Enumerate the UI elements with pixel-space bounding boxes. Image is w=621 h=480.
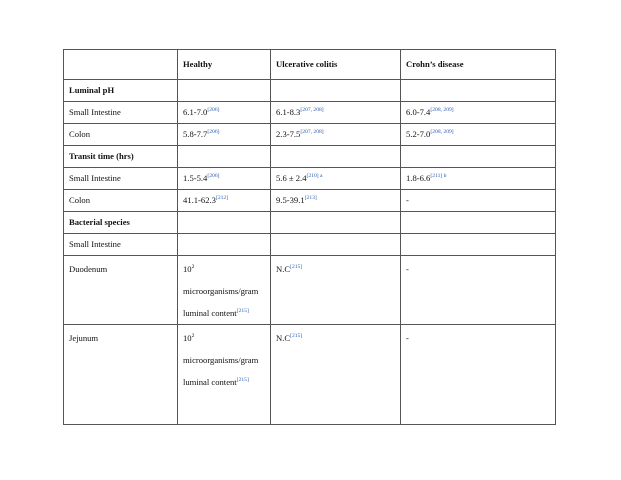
table-row xyxy=(64,234,556,256)
section-transit-time: Transit time (hrs) xyxy=(64,146,178,168)
section-bacterial-species: Bacterial species xyxy=(64,212,178,234)
row-label: Small Intestine xyxy=(64,168,178,190)
row-label: Colon xyxy=(64,124,178,146)
cell-healthy: 5.8-7.7[206] xyxy=(178,124,271,146)
cell-cd: - xyxy=(401,325,556,425)
cell-cd: 6.0-7.4[208, 209] xyxy=(401,102,556,124)
citation[interactable]: [206] xyxy=(207,129,220,136)
data-table xyxy=(63,49,556,425)
row-label: Colon xyxy=(64,190,178,212)
citation[interactable]: [208, 209] xyxy=(430,107,454,114)
header-cell-ulcerative-colitis: Ulcerative colitis xyxy=(271,50,401,80)
citation[interactable]: [208, 209] xyxy=(430,129,454,136)
citation[interactable]: [207, 208] xyxy=(300,129,324,136)
citation[interactable]: [206] xyxy=(207,107,220,114)
table-row xyxy=(64,102,556,124)
cell-uc: N.C[215] xyxy=(271,325,401,425)
citation[interactable]: [213] xyxy=(304,195,317,202)
cell-healthy: 1.5-5.4[206] xyxy=(178,168,271,190)
row-label: Small Intestine xyxy=(64,102,178,124)
cell-uc: 6.1-8.3[207, 208] xyxy=(271,102,401,124)
table-row xyxy=(64,190,556,212)
cell-healthy: $10^2$ microorganisms/gram luminal content[215] xyxy=(178,325,271,425)
cell-uc: 2.3-7.5[207, 208] xyxy=(271,124,401,146)
cell-uc: 9.5-39.1[213] xyxy=(271,190,401,212)
cell-uc: N.C[215] xyxy=(271,256,401,325)
row-label: Duodenum xyxy=(64,256,178,325)
citation[interactable]: [210] a xyxy=(306,173,323,180)
header-cell-empty xyxy=(64,50,178,80)
header-cell-crohns-disease: Crohn’s disease xyxy=(401,50,556,80)
row-label: Jejunum xyxy=(64,325,178,425)
section-row xyxy=(64,80,556,102)
table-row xyxy=(64,256,556,325)
row-label: Small Intestine xyxy=(64,234,178,256)
section-row xyxy=(64,146,556,168)
citation[interactable]: [215] xyxy=(290,333,303,340)
citation[interactable]: [207, 208] xyxy=(300,107,324,114)
cell-cd: - xyxy=(401,190,556,212)
table-row xyxy=(64,325,556,425)
section-luminal-ph: Luminal pH xyxy=(64,80,178,102)
citation[interactable]: [215] xyxy=(290,264,303,271)
cell-cd: - xyxy=(401,256,556,325)
citation[interactable]: [215] xyxy=(236,377,249,384)
cell-cd: 5.2-7.0[208, 209] xyxy=(401,124,556,146)
citation[interactable]: [215] xyxy=(236,308,249,315)
table-row xyxy=(64,124,556,146)
cell-healthy: 6.1-7.0[206] xyxy=(178,102,271,124)
citation[interactable]: [206] xyxy=(207,173,220,180)
table-row xyxy=(64,168,556,190)
cell-cd: 1.8-6.6$^{[211] b}$ xyxy=(401,168,556,190)
cell-healthy: $10^2$ microorganisms/gram luminal content[215] xyxy=(178,256,271,325)
citation[interactable]: [211] b xyxy=(430,173,447,180)
cell-healthy: 41.1-62.3[212] xyxy=(178,190,271,212)
citation[interactable]: [212] xyxy=(215,195,229,202)
header-cell-healthy: Healthy xyxy=(178,50,271,80)
section-row xyxy=(64,212,556,234)
cell-uc: 5.6 ± 2.4$^{[210] a}$ xyxy=(271,168,401,190)
header-row xyxy=(64,50,556,80)
